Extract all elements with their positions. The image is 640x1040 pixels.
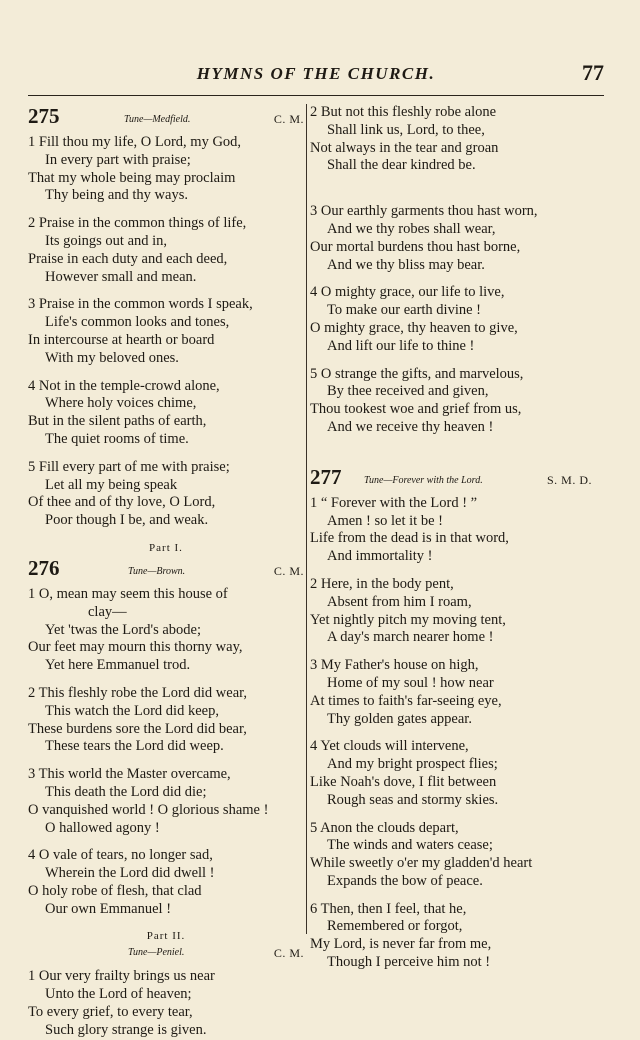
verse-line: 1 O, mean may seem this house of [28, 585, 228, 602]
stanza [310, 738, 592, 809]
verse-line: Amen ! so let it be ! [327, 512, 443, 529]
verse-line: Its goings out and in, [45, 232, 168, 249]
verse-line: 4 O mighty grace, our life to live, [310, 284, 505, 301]
verse-line: And lift our life to thine ! [327, 337, 475, 354]
verse-line: 2 But not this fleshly robe alone [310, 104, 497, 120]
verse-line: O mighty grace, thy heaven to give, [310, 319, 518, 336]
verse-line: 5 Anon the clouds depart, [310, 819, 459, 836]
verse-line: 1 “ Forever with the Lord ! ” [310, 494, 478, 511]
verse-line: clay— [88, 603, 127, 620]
running-header [28, 60, 604, 90]
verse-line: 1 Our very frailty brings us near [28, 968, 215, 985]
stanza [310, 366, 592, 437]
verse-line: O hallowed agony ! [45, 819, 160, 836]
verse-line: 5 O strange the gifts, and marvelous, [310, 365, 524, 382]
hymn-tune: Tune—Brown. [128, 565, 186, 577]
verse-line: However small and mean. [45, 268, 197, 285]
verse-line: 5 Fill every part of me with praise; [28, 458, 230, 475]
verse-line: That my whole being may proclaim [28, 169, 236, 186]
verse-line: 1 Fill thou my life, O Lord, my God, [28, 134, 242, 150]
hymn-meter: C. M. [273, 946, 304, 961]
stanza [310, 576, 592, 647]
hymn-heading [28, 104, 304, 128]
verse-line: At times to faith's far-seeing eye, [310, 692, 502, 709]
header-rule [28, 95, 604, 96]
verse-line: 2 This fleshly robe the Lord did wear, [28, 684, 248, 701]
stanza [28, 766, 304, 837]
column-divider [306, 104, 307, 934]
verse-line: Poor though I be, and weak. [45, 512, 209, 529]
verse-line: Life from the dead is in that word, [310, 530, 509, 547]
verse-line: In every part with praise; [45, 151, 191, 168]
verse-line: To every grief, to every tear, [28, 1004, 193, 1021]
verse-line: Our own Emmanuel ! [45, 900, 172, 917]
verse-line: Where holy voices chime, [45, 395, 197, 412]
verse-line: 2 Praise in the common things of life, [28, 215, 247, 232]
verse-line: This watch the Lord did keep, [45, 702, 219, 719]
verse-line: These burdens sore the Lord did bear, [28, 720, 247, 737]
verse-line: Let all my being speak [45, 476, 178, 493]
verse-line: O holy robe of flesh, that clad [28, 882, 202, 899]
verse-line: Life's common looks and tones, [45, 314, 230, 331]
verse-line: Yet nightly pitch my moving tent, [310, 611, 506, 628]
part-tune-row [28, 944, 304, 962]
stanza [28, 215, 304, 286]
verse-line: And we thy bliss may bear. [327, 256, 485, 273]
hymn-number: 276 [28, 555, 60, 580]
verse-line: Expands the bow of peace. [327, 872, 483, 889]
verse-line: Thou tookest woe and grief from us, [310, 401, 522, 418]
page-number: 77 [582, 60, 604, 85]
hymn-meter: S. M. D. [546, 472, 592, 487]
hymn-276-continued [310, 104, 592, 437]
verse-line: Our mortal burdens thou hast borne, [310, 238, 521, 255]
verse-line: Yet 'twas the Lord's abode; [45, 621, 201, 638]
verse-line: Like Noah's dove, I flit between [310, 773, 497, 790]
hymn-meter: C. M. [273, 563, 304, 578]
verse-line: But in the silent paths of earth, [28, 413, 207, 430]
stanza [310, 203, 592, 274]
verse-line: Absent from him I roam, [327, 593, 472, 610]
stanza [310, 284, 592, 355]
verse-line: Thy being and thy ways. [45, 187, 188, 204]
verse-line: These tears the Lord did weep. [45, 738, 224, 755]
page-title: HYMNS OF THE CHURCH. [196, 64, 436, 83]
verse-line: Such glory strange is given. [45, 1021, 207, 1038]
stanza [310, 495, 592, 566]
hymn-275 [28, 104, 304, 530]
verse-line: Shall the dear kindred be. [327, 157, 476, 174]
stanza [28, 968, 304, 1039]
left-column [28, 104, 304, 1040]
stanza [28, 586, 304, 675]
stanza [310, 104, 592, 175]
verse-line: 4 Not in the temple-crowd alone, [28, 377, 220, 394]
verse-line: And we thy robes shall wear, [327, 220, 496, 237]
part-title: Part II. [146, 930, 186, 943]
verse-line: Our feet may mourn this thorny way, [28, 639, 243, 656]
verse-line: My Lord, is never far from me, [310, 936, 492, 953]
verse-line: Though I perceive him not ! [327, 954, 491, 971]
hymn-277 [310, 465, 592, 972]
hymn-tune: Tune—Peniel. [128, 947, 185, 959]
stanza [28, 378, 304, 449]
verse-line: And my bright prospect flies; [327, 756, 498, 773]
verse-line: And we receive thy heaven ! [327, 418, 494, 435]
stanza [28, 847, 304, 918]
verse-line: 2 Here, in the body pent, [310, 575, 454, 592]
verse-line: To make our earth divine ! [327, 302, 481, 319]
verse-line: With my beloved ones. [45, 349, 179, 366]
stanza [28, 134, 304, 205]
verse-line: This death the Lord did die; [45, 783, 207, 800]
verse-line: Rough seas and stormy skies. [327, 791, 499, 808]
verse-line: Praise in each duty and each deed, [28, 250, 228, 267]
hymn-heading [28, 556, 304, 580]
stanza [28, 296, 304, 367]
verse-line: 6 Then, then I feel, that he, [310, 900, 467, 917]
verse-line: 3 This world the Master overcame, [28, 766, 231, 783]
verse-line: Unto the Lord of heaven; [45, 986, 192, 1003]
verse-line: Of thee and of thy love, O Lord, [28, 494, 216, 511]
verse-line: Not always in the tear and groan [310, 139, 499, 156]
verse-line: 4 O vale of tears, no longer sad, [28, 847, 213, 864]
verse-line: By thee received and given, [327, 383, 489, 400]
hymn-tune: Tune—Forever with the Lord. [364, 474, 483, 486]
stanza [28, 685, 304, 756]
hymn-number: 275 [28, 104, 60, 128]
verse-line: 3 Praise in the common words I speak, [28, 296, 253, 313]
hymn-tune: Tune—Medfield. [124, 114, 191, 125]
verse-line: O vanquished world ! O glorious shame ! [28, 801, 269, 818]
verse-line: A day's march nearer home ! [327, 629, 494, 646]
verse-line: In intercourse at hearth or board [28, 331, 215, 348]
hymn-number: 277 [310, 464, 342, 489]
verse-line: Yet here Emmanuel trod. [45, 657, 191, 674]
verse-line: 3 My Father's house on high, [310, 657, 479, 674]
stanza [310, 657, 592, 728]
right-column [310, 104, 592, 972]
verse-line: Home of my soul ! how near [327, 674, 494, 691]
verse-line: Shall link us, Lord, to thee, [327, 121, 485, 138]
verse-line: Thy golden gates appear. [327, 710, 472, 727]
verse-line: The winds and waters cease; [327, 837, 493, 854]
part-title: Part I. [149, 541, 183, 554]
hymn-heading [310, 465, 592, 489]
verse-line: And immortality ! [327, 548, 433, 565]
verse-line: 3 Our earthly garments thou hast worn, [310, 203, 538, 220]
stanza [310, 820, 592, 891]
verse-line: The quiet rooms of time. [45, 430, 189, 447]
stanza [28, 459, 304, 530]
verse-line: Wherein the Lord did dwell ! [45, 865, 215, 882]
verse-line: 4 Yet clouds will intervene, [310, 738, 469, 755]
verse-line: Remembered or forgot, [327, 918, 463, 935]
verse-line: While sweetly o'er my gladden'd heart [310, 855, 533, 872]
stanza [310, 901, 592, 972]
hymn-meter: C. M. [273, 112, 304, 126]
hymn-276 [28, 540, 304, 1040]
